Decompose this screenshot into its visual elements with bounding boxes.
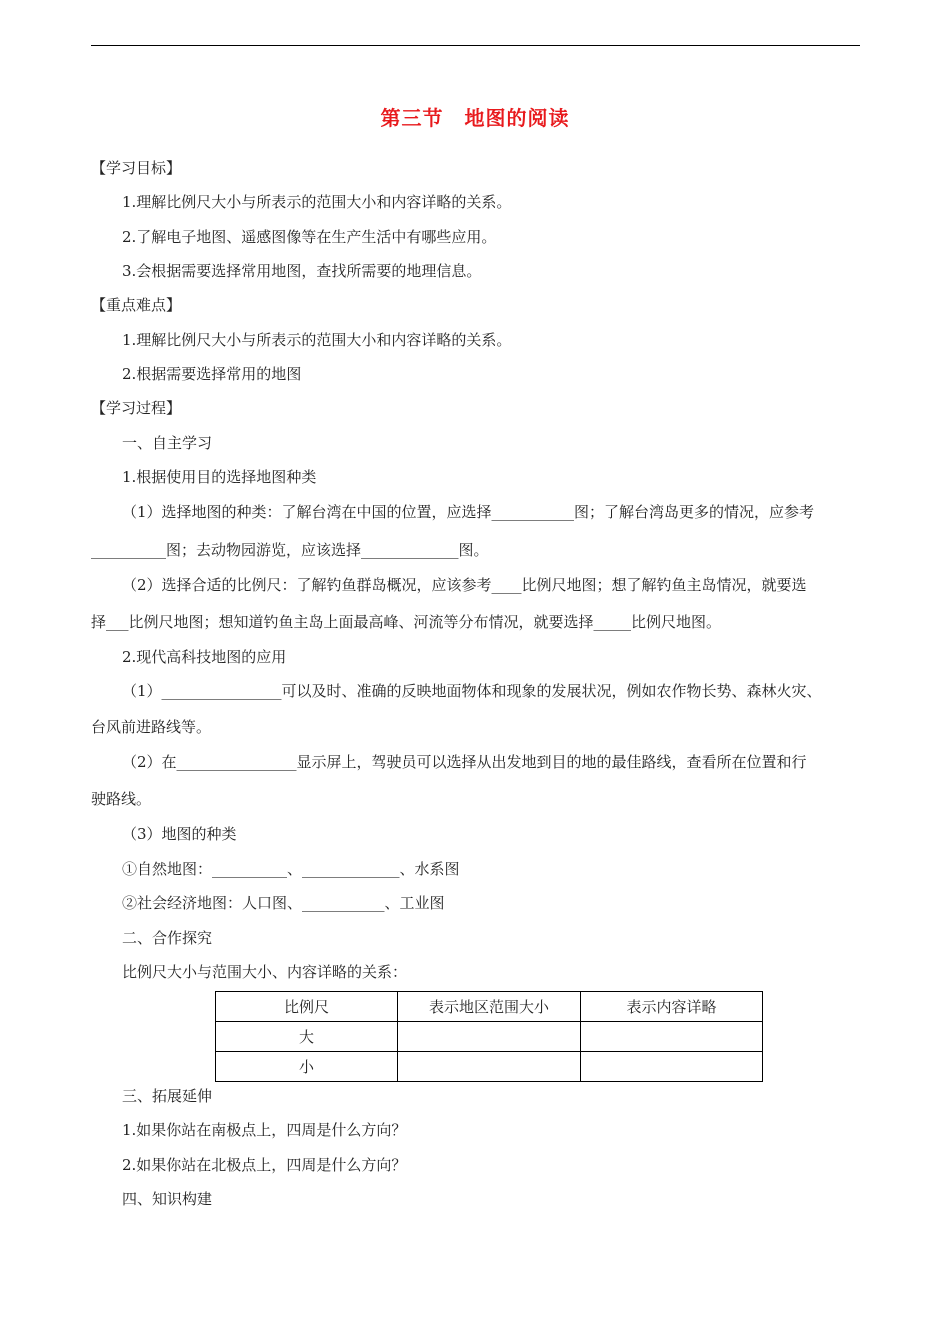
table-header-row [216, 992, 763, 1022]
question-item: 1.如果你站在南极点上，四周是什么方向？ [122, 1121, 407, 1139]
table-header-cell: 表示内容详略 [581, 992, 763, 1022]
goal-item: 2.了解电子地图、遥感图像等在生产生活中有哪些应用。 [122, 228, 497, 246]
exercise-line: __________图；去动物园游览，应该选择_____________图。 [91, 541, 489, 559]
exercise-line: （3）地图的种类 [122, 825, 237, 843]
process-heading: 【学习过程】 [91, 399, 182, 417]
exercise-line: ①自然地图：__________、_____________、水系图 [122, 860, 460, 878]
exercise-line: （1）________________可以及时、准确的反映地面物体和现象的发展状况，例如农作物长势、森林火灾、 [122, 682, 822, 700]
page-title: 第三节 地图的阅读 [380, 106, 570, 130]
table-header-cell: 比例尺 [216, 992, 398, 1022]
table-row [216, 1022, 763, 1052]
section-extension: 三、拓展延伸 [122, 1087, 213, 1105]
goal-item: 3.会根据需要选择常用地图，查找所需要的地理信息。 [122, 262, 482, 280]
table-cell [581, 1052, 763, 1082]
exercise-line: 择___比例尺地图；想知道钓鱼主岛上面最高峰、河流等分布情况，就要选择_____比例尺地图。 [91, 613, 722, 631]
exercise-line: ②社会经济地图：人口图、___________、工业图 [122, 894, 445, 912]
section-knowledge-building: 四、知识构建 [122, 1190, 213, 1208]
section-self-study: 一、自主学习 [122, 434, 213, 452]
exercise-line: （2）在________________显示屏上，驾驶员可以选择从出发地到目的地的最佳路线，查看所在位置和行 [122, 753, 807, 771]
table-caption: 比例尺大小与范围大小、内容详略的关系： [122, 963, 408, 981]
exercise-line: （1）选择地图的种类：了解台湾在中国的位置，应选择___________图；了解台湾岛更多的情况，应参考 [122, 503, 815, 521]
exercise-line: 驶路线。 [91, 790, 152, 808]
section-cooperative-inquiry: 二、合作探究 [122, 929, 213, 947]
exercise-line: （2）选择合适的比例尺：了解钓鱼群岛概况，应该参考____比例尺地图；想了解钓鱼主岛情况，就要选 [122, 576, 807, 594]
table-cell [581, 1022, 763, 1052]
table-cell [398, 1022, 581, 1052]
table-cell [398, 1052, 581, 1082]
scale-comparison-table [215, 991, 763, 1082]
table-cell: 小 [216, 1052, 398, 1082]
goals-heading: 【学习目标】 [91, 159, 182, 177]
table-row [216, 1052, 763, 1082]
question-item: 2.如果你站在北极点上，四周是什么方向？ [122, 1156, 407, 1174]
key-point-item: 1.理解比例尺大小与所表示的范围大小和内容详略的关系。 [122, 331, 512, 349]
key-points-heading: 【重点难点】 [91, 296, 182, 314]
goal-item: 1.理解比例尺大小与所表示的范围大小和内容详略的关系。 [122, 193, 512, 211]
exercise-line: 台风前进路线等。 [91, 718, 212, 736]
subsection-map-types: 1.根据使用目的选择地图种类 [122, 468, 317, 486]
table-cell: 大 [216, 1022, 398, 1052]
table-header-cell: 表示地区范围大小 [398, 992, 581, 1022]
key-point-item: 2.根据需要选择常用的地图 [122, 365, 302, 383]
subsection-hightech-maps: 2.现代高科技地图的应用 [122, 648, 287, 666]
header-rule [91, 45, 860, 46]
